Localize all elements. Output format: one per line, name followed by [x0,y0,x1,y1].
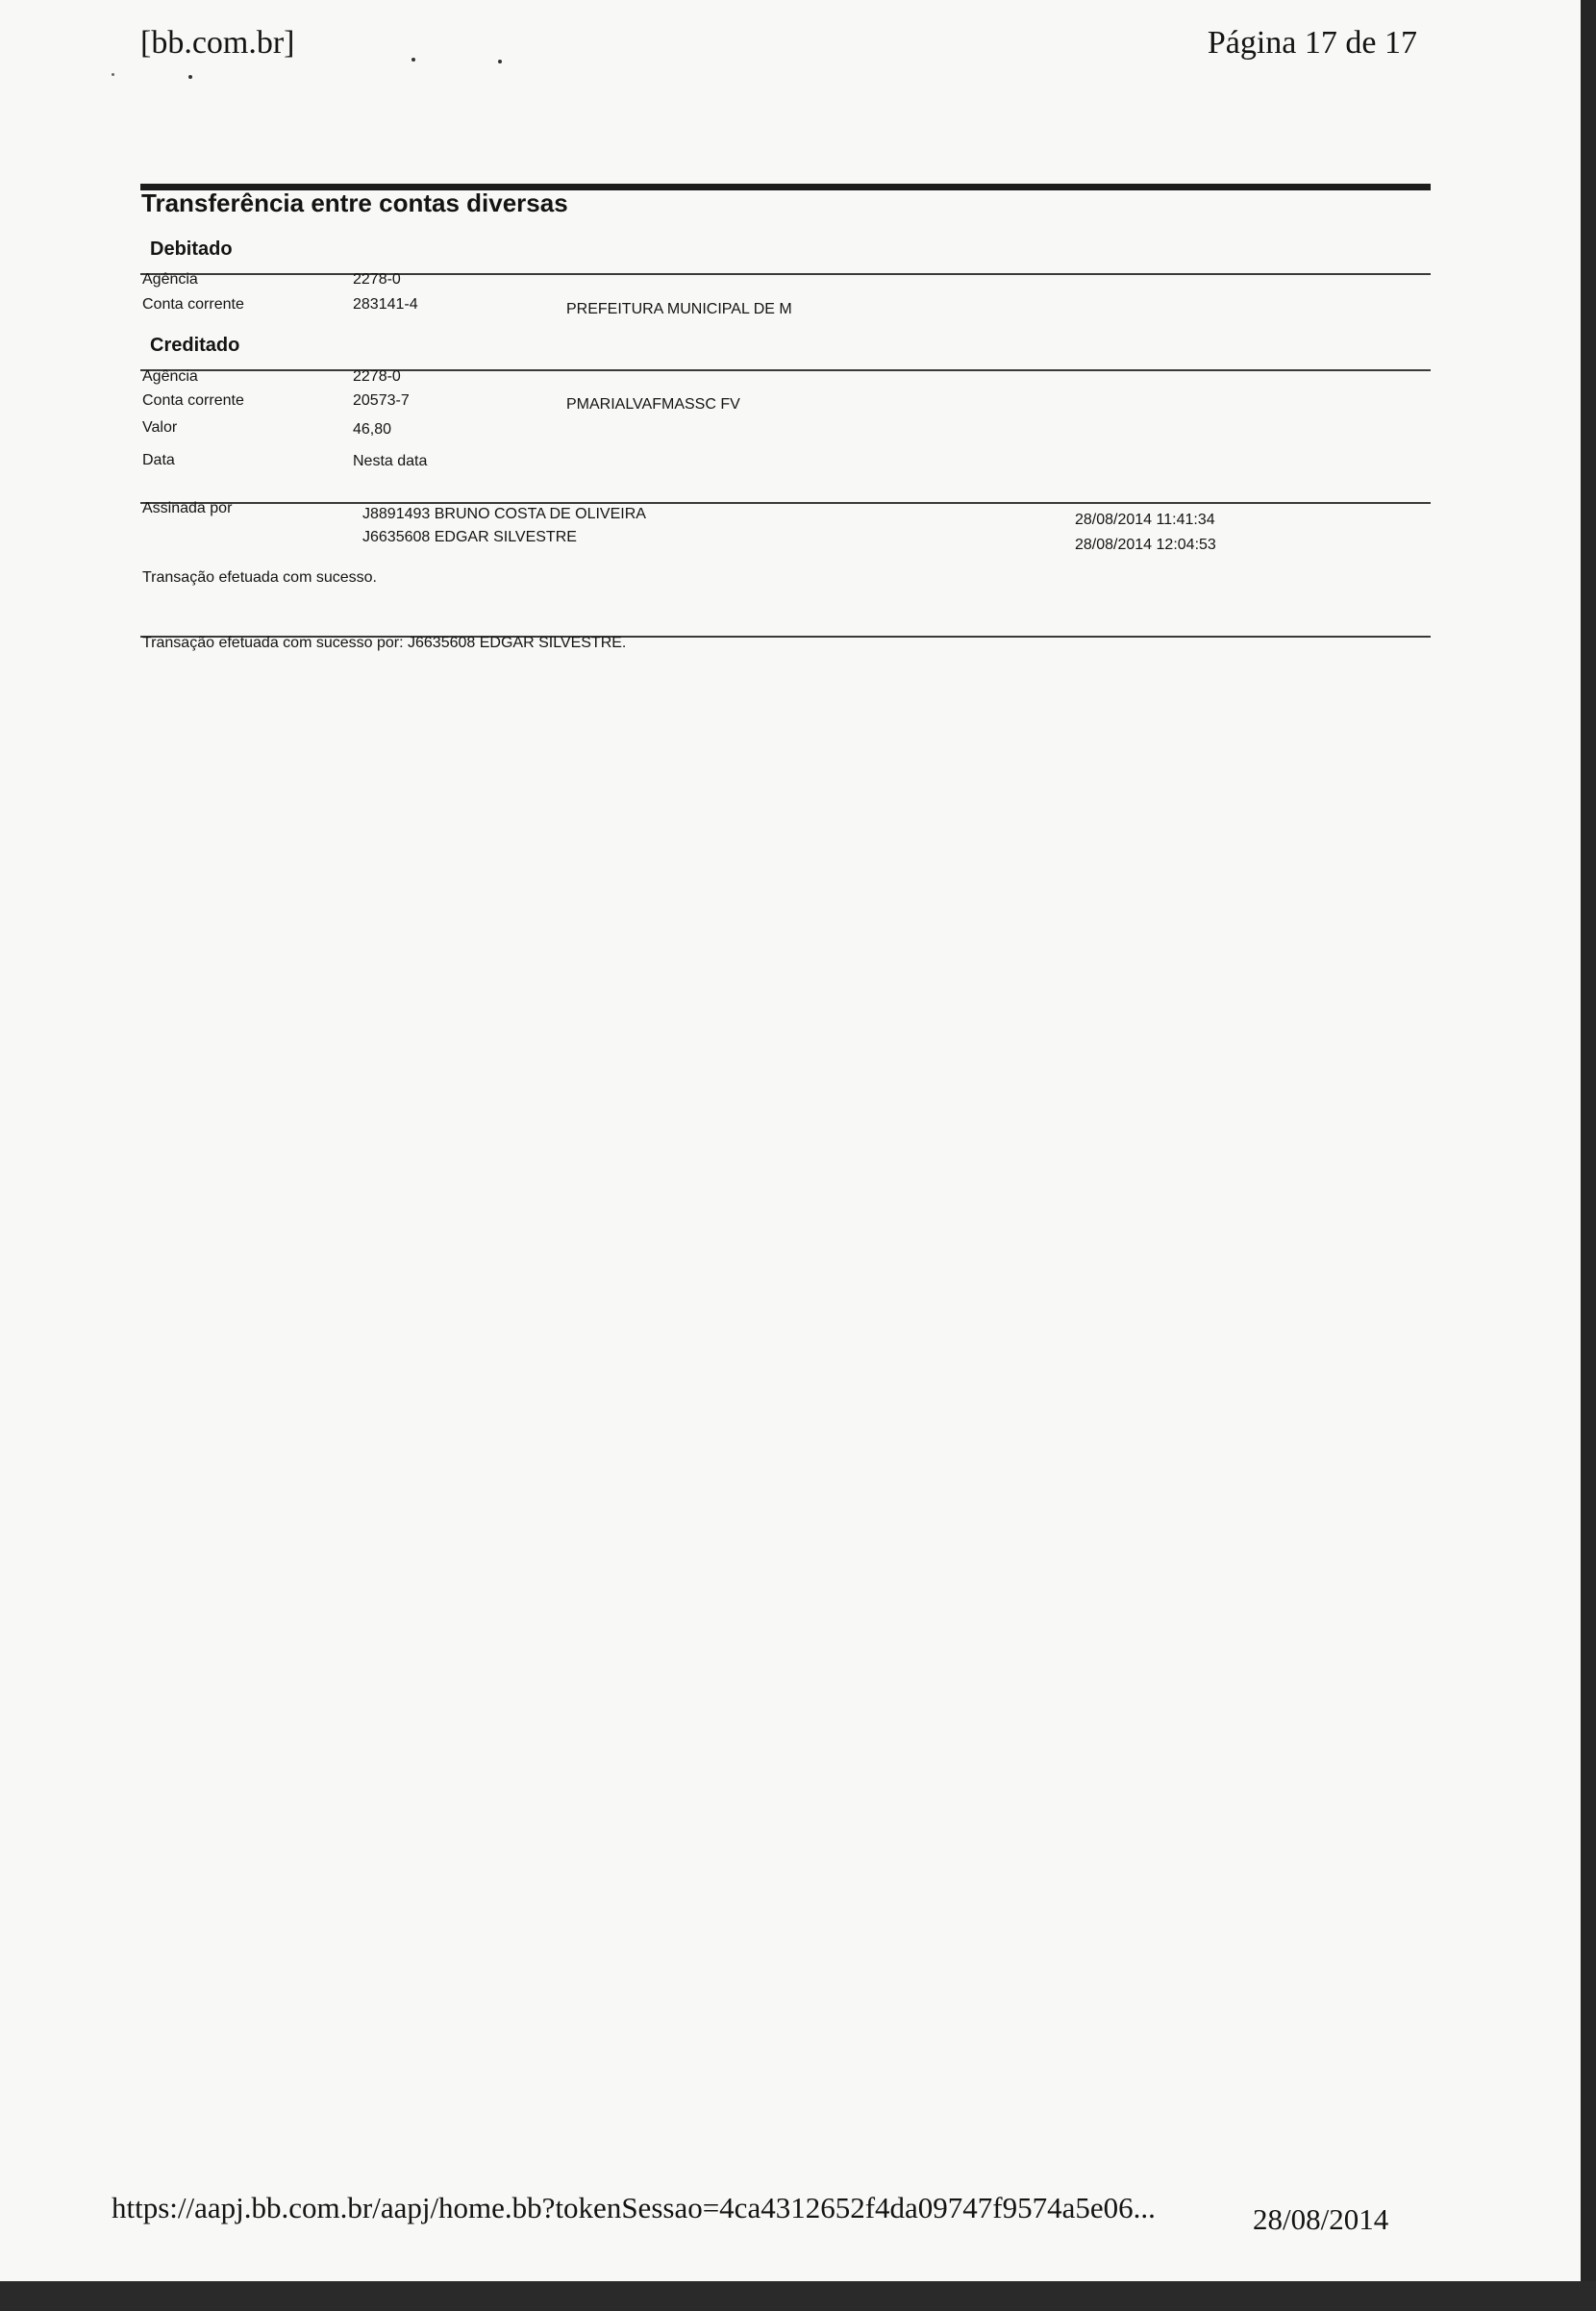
valor-label: Valor [142,419,178,436]
scan-speck [411,58,415,62]
creditado-agencia-label: Agência [142,368,198,385]
signer-name: J6635608 EDGAR SILVESTRE [362,529,577,545]
data-label: Data [142,452,175,468]
scan-speck [112,73,114,76]
debitado-agencia-label: Agência [142,271,198,288]
footer-date: 28/08/2014 [1253,2202,1389,2236]
signature-rule [140,502,1431,504]
data-value: Nesta data [353,453,428,469]
signer-datetime: 28/08/2014 12:04:53 [1075,537,1216,553]
assinada-label: Assinada por [142,500,233,516]
creditado-agencia-value: 2278-0 [353,368,401,385]
transaction-status: Transação efetuada com sucesso. [142,569,377,586]
scan-speck [188,75,192,79]
page-indicator: Página 17 de 17 [1207,25,1417,61]
scan-edge-right [1581,0,1596,2311]
footer-url: https://aapj.bb.com.br/aapj/home.bb?tokenSessao=4ca4312652f4da09747f9574a5e06... [112,2191,1156,2224]
debitado-holder: PREFEITURA MUNICIPAL DE M [566,301,792,317]
section-heading-creditado: Creditado [150,335,240,356]
signer-name: J8891493 BRUNO COSTA DE OLIVEIRA [362,506,646,522]
section-heading-debitado: Debitado [150,239,233,260]
scan-edge-bottom [0,2281,1596,2311]
debitado-conta-label: Conta corrente [142,296,244,313]
debitado-agencia-value: 2278-0 [353,271,401,288]
scan-speck [498,60,502,63]
section-rule [140,273,1431,275]
creditado-holder: PMARIALVAFMASSC FV [566,396,740,413]
debitado-conta-value: 283141-4 [353,296,418,313]
creditado-conta-label: Conta corrente [142,392,244,409]
valor-value: 46,80 [353,421,392,438]
site-header: [bb.com.br] [140,25,295,61]
section-rule [140,369,1431,371]
signer-datetime: 28/08/2014 11:41:34 [1075,512,1215,528]
document-title: Transferência entre contas diversas [141,188,568,217]
creditado-conta-value: 20573-7 [353,392,410,409]
final-status: Transação efetuada com sucesso por: J6635608 EDGAR SILVESTRE. [142,635,627,651]
